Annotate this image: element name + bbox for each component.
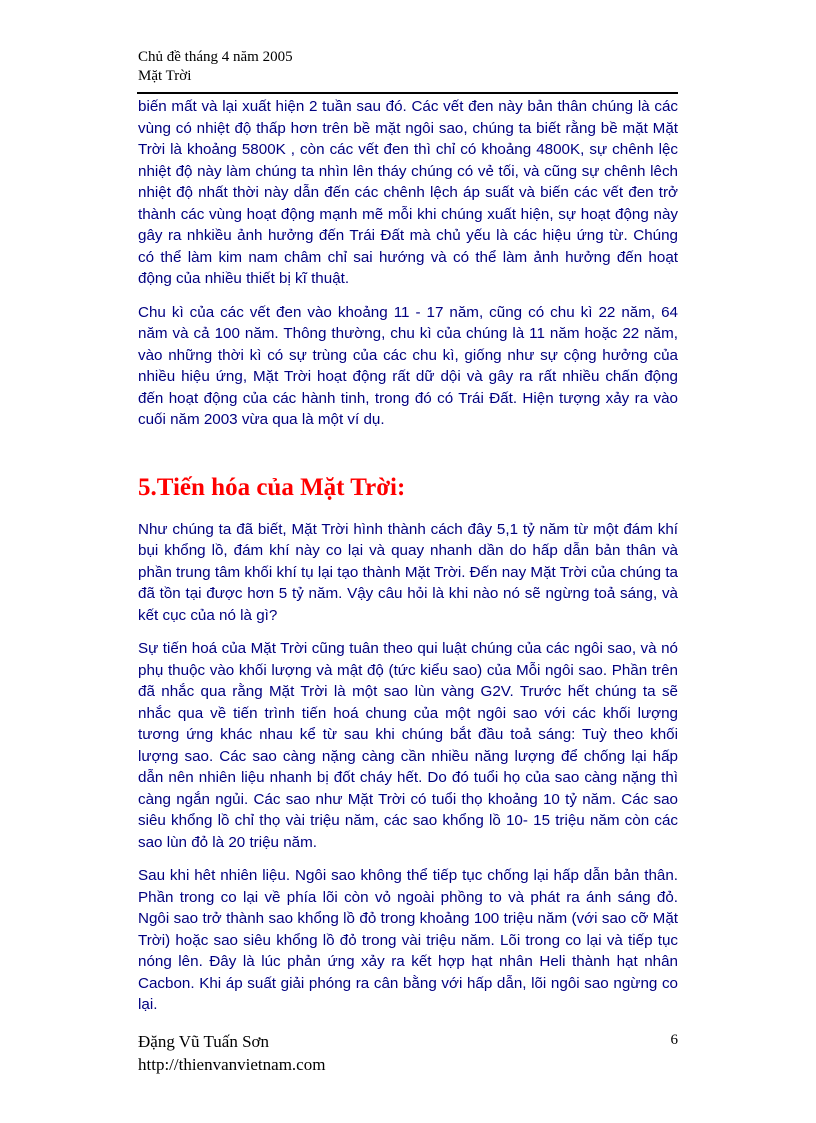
body-paragraph: Như chúng ta đã biết, Mặt Trời hình thành cách đây 5,1 tỷ năm từ một đám khí bụi khổng lồ, đám khí này co lại và quay nhanh dần do hấp dẫn bản thân và phần trung tâm khối khí tụ lại tạo thành Mặt Trời. Đến nay Mặt Trời của chúng ta đã tồn tại được hơn 5 tỷ năm. Vậy câu hỏi là khi nào nó sẽ ngừng toả sáng, và kết cục của nó là gì? xyxy=(138,520,678,624)
page-body xyxy=(138,96,678,1016)
body-paragraph: biến mất và lại xuất hiện 2 tuần sau đó. Các vết đen này bản thân chúng là các vùng có nhiệt độ thấp hơn trên bề mặt ngôi sao, chúng ta biết rằng bề mặt Mặt Trời là khoảng 5800K , còn các vết đen thì chỉ có khoảng 4800K, sự chênh lệc nhiệt độ này làm chúng ta nhìn lên tháy chúng có vẻ tối, và cũng sự chênh lêch nhiệt độ nhất thời này dẫn đến các chênh lệch áp suất và biến các vết đen trở thành các vùng hoạt động mạnh mẽ mỗi khi chúng xuất hiện, sự hoạt động này gây ra nhkiều ảnh hưởng đến Trái Đất mà chủ yếu là các hiệu ứng từ. Chúng có thể làm kim nam châm chỉ sai hướng và có thể làm ảnh hưởng đến hoạt động của nhiều thiết bị kĩ thuật. xyxy=(138,98,678,287)
body-paragraph: Sau khi hêt nhiên liệu. Ngôi sao không thể tiếp tục chống lại hấp dẫn bản thân. Phần trong co lại về phía lõi còn vỏ ngoài phồng to và phát ra ánh sáng đỏ. Ngôi sao trở thành sao khổng lồ đỏ trong khoảng 100 triệu năm (với sao cỡ Mặt Trời) hoặc sao siêu khổng lồ đỏ trong vài triệu năm. Lõi trong co lại và tiếp tục nóng lên. Đây là lúc phản ứng xảy ra kết hợp hạt nhân Heli thành hạt nhân Cacbon. Khi áp suất giải phóng ra cân bằng với hấp dẫn, lõi ngôi sao ngừng co lại. xyxy=(138,867,678,1013)
header-subject: Mặt Trời xyxy=(138,68,192,84)
page-number: 6 xyxy=(670,1032,678,1048)
header-divider xyxy=(137,92,678,94)
body-paragraph: Sự tiến hoá của Mặt Trời cũng tuân theo qui luật chúng của các ngôi sao, và nó phụ thuộc vào khối lượng và mật độ (tức kiểu sao) của Mỗi ngôi sao. Phần trên đã nhắc qua rằng Mặt Trời là một sao lùn vàng G2V. Trước hết chúng ta sẽ nhắc qua về tiến trình tiến hoá chung của một ngôi sao với các khối lượng tương ứng khác nhau kể từ sau khi chúng bắt đầu toả sáng: Tuỳ theo khối lượng sao. Các sao càng nặng càng cần nhiều năng lượng để chống lại hấp dẫn nên nhiên liệu nhanh bị đốt cháy hết. Do đó tuổi họ của sao càng nặng thì càng ngắn ngủi. Các sao như Mặt Trời có tuổi thọ khoảng 10 tỷ năm. Các sao siêu khổng lồ chỉ thọ vài triệu năm, các sao khổng lồ 10- 15 triệu năm còn các sao lùn đỏ là 20 triệu năm. xyxy=(138,640,678,851)
body-paragraph: Chu kì của các vết đen vào khoảng 11 - 17 năm, cũng có chu kì 22 năm, 64 năm và cả 100 năm. Thông thường, chu kì của chúng là 11 năm hoặc 22 năm, vào những thời kì có sự trùng của các chu kì, giống như sự cộng hưởng của nhiều hiệu ứng, Mặt Trời hoạt động rất dữ dội và gây ra rất nhiều chấn động đến hoạt động của các hành tinh, trong đó có Trái Đất. Hiện tượng xảy ra vào cuối năm 2003 vừa qua là một ví dụ. xyxy=(138,303,678,428)
footer-website: http://thienvanvietnam.com xyxy=(138,1055,326,1074)
header-topic: Chủ đề tháng 4 năm 2005 xyxy=(138,49,293,65)
page-footer xyxy=(138,1030,325,1076)
section-heading: 5.Tiến hóa của Mặt Trời: xyxy=(138,473,406,501)
page-header xyxy=(138,48,293,86)
footer-author: Đặng Vũ Tuấn Sơn xyxy=(138,1032,270,1051)
